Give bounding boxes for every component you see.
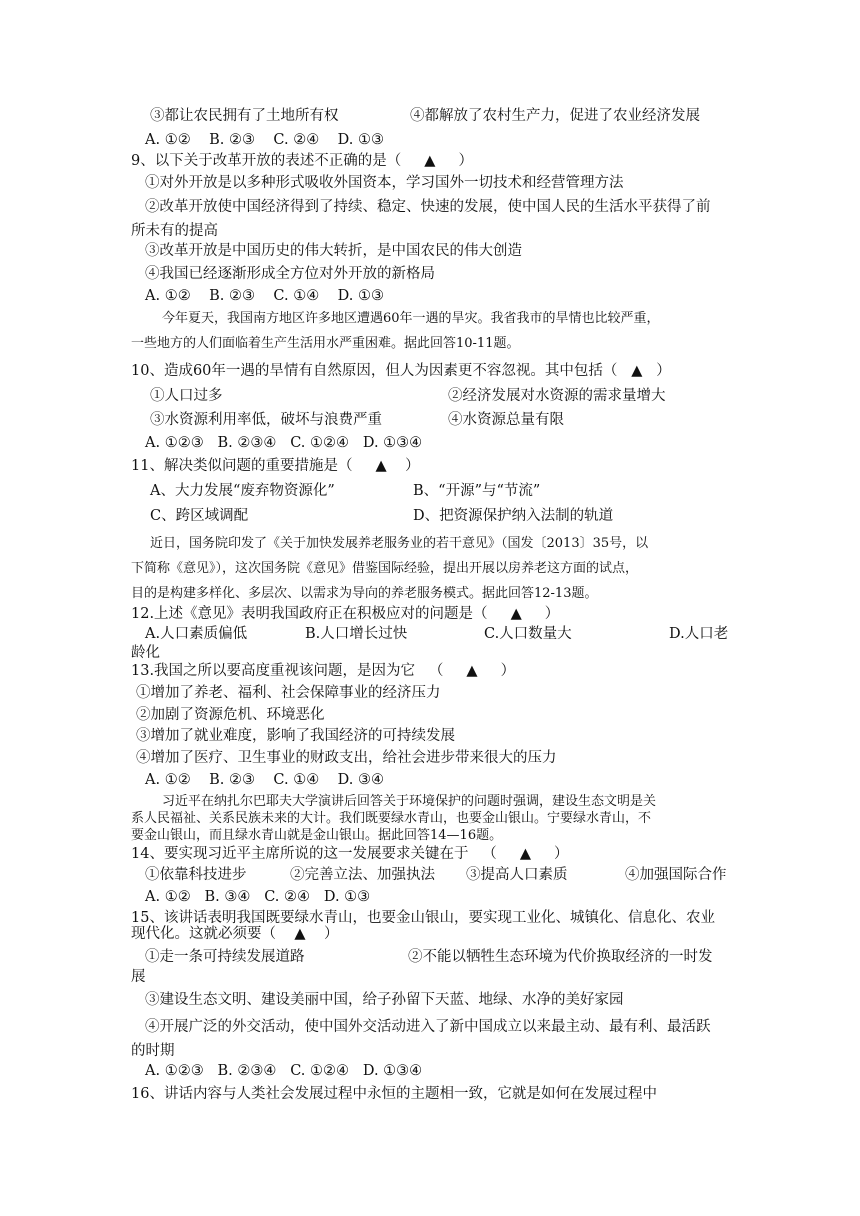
text-line: D.人口老 [669,626,729,642]
text-line: ③增加了就业难度，影响了我国经济的可持续发展 [136,728,455,744]
text-line: 所未有的提高 [131,223,218,239]
question-10: 10、造成60年一遇的旱情有自然原因，但人为因素更不容忽视。其中包括（ ▲ ） [131,363,671,379]
text-line: ①对外开放是以多种形式吸收外国资本，学习国外一切技术和经营管理方法 [145,175,624,191]
passage-line: 目的是构建多样化、多层次、以需求为导向的养老服务模式。据此回答12-13题。 [131,586,598,601]
question-14: 14、要实现习近平主席所说的这一发展要求关键在于 （ ▲ ） [131,846,569,862]
text-line: ②改革开放使中国经济得到了持续、稳定、快速的发展，使中国人民的生活水平获得了前 [145,199,711,215]
text-line: ③提高人口素质 [466,867,568,883]
text-line: A、大力发展“废弃物资源化” [150,483,335,499]
text-line: ④我国已经逐渐形成全方位对外开放的新格局 [145,266,435,282]
passage-line: 习近平在纳扎尔巴耶夫大学演讲后回答关于环境保护的问题时强调，建设生态文明是关 [162,794,657,809]
text-line: ④增加了医疗、卫生事业的财政支出，给社会进步带来很大的压力 [136,750,557,766]
text-line: A. ①②③ B. ②③④ C. ①②④ D. ①③④ [145,435,423,451]
text-line: ③都让农民拥有了土地所有权 [150,108,339,124]
text-line: B.人口增长过快 [305,626,408,642]
text-line: ③改革开放是中国历史的伟大转折，是中国农民的伟大创造 [145,243,522,259]
text-line: ④都解放了农村生产力，促进了农业经济发展 [410,108,700,124]
text-line: A.人口素质偏低 [145,626,248,642]
question-12: 12.上述《意见》表明我国政府正在积极应对的问题是（ ▲ ） [131,606,560,622]
text-line: A. ①② B. ②③ C. ①④ D. ①③ [145,288,384,304]
text-line: 展 [131,969,146,985]
passage-line: 系人民福祉、关系民族未来的大计。我们既要绿水青山，也要金山银山。宁要绿水青山，不 [131,811,652,826]
text-line: C.人口数量大 [484,626,572,642]
text-line: 龄化 [131,645,160,661]
text-line: ③水资源利用率低，破坏与浪费严重 [150,412,382,428]
text-line: ②完善立法、加强执法 [290,867,435,883]
text-line: ④加强国际合作 [625,867,727,883]
text-line: C、跨区域调配 [150,508,249,524]
text-line: A. ①②③ B. ②③④ C. ①②④ D. ①③④ [145,1063,423,1079]
question-16: 16、讲话内容与人类社会发展过程中永恒的主题相一致，它就是如何在发展过程中 [131,1086,657,1102]
text-line: ①增加了养老、福利、社会保障事业的经济压力 [136,685,441,701]
passage-line: 下简称《意见》），这次国务院《意见》借鉴国际经验，提出开展以房养老这方面的试点， [131,561,639,576]
passage-line: 近日，国务院印发了《关于加快发展养老服务业的若干意见》（国发〔2013〕35号，以 [150,536,649,551]
question-13: 13.我国之所以要高度重视该问题，是因为它 （ ▲ ） [131,663,516,679]
passage-line: 今年夏天，我国南方地区许多地区遭遇60年一遇的旱灾。我省我市的旱情也比较严重， [162,311,660,326]
passage-line: 一些地方的人们面临着生产生活用水严重困难。据此回答10-11题。 [131,336,520,351]
text-line: ②经济发展对水资源的需求量增大 [448,388,666,404]
text-line: ②不能以牺牲生态环境为代价换取经济的一时发 [408,949,713,965]
text-line: ③建设生态文明、建设美丽中国，给子孙留下天蓝、地绿、水净的美好家园 [145,992,624,1008]
text-line: A. ①② B. ③④ C. ②④ D. ①③ [145,889,371,905]
passage-line: 要金山银山，而且绿水青山就是金山银山。据此回答14—16题。 [131,828,503,843]
text-line: ②加剧了资源危机、环境恶化 [136,707,325,723]
text-line: D、把资源保护纳入法制的轨道 [413,508,614,524]
question-11: 11、解决类似问题的重要措施是（ ▲ ） [131,458,420,474]
question-9: 9、以下关于改革开放的表述不正确的是（ ▲ ） [131,153,473,169]
text-line: ①走一条可持续发展道路 [145,949,305,965]
text-line: ④水资源总量有限 [448,412,564,428]
text-line: B、“开源”与“节流” [413,483,541,499]
text-line: 的时期 [131,1043,175,1059]
text-line: 现代化。这就必须要（ ▲ ） [131,926,339,942]
text-line: A. ①② B. ②③ C. ②④ D. ①③ [145,132,384,148]
text-line: ①人口过多 [150,388,223,404]
question-15: 15、该讲话表明我国既要绿水青山，也要金山银山，要实现工业化、城镇化、信息化、农业 [131,910,715,926]
text-line: ①依靠科技进步 [145,867,247,883]
text-line: ④开展广泛的外交活动，使中国外交活动进入了新中国成立以来最主动、最有利、最活跃 [145,1019,711,1035]
text-line: A. ①② B. ②③ C. ①④ D. ③④ [145,772,384,788]
